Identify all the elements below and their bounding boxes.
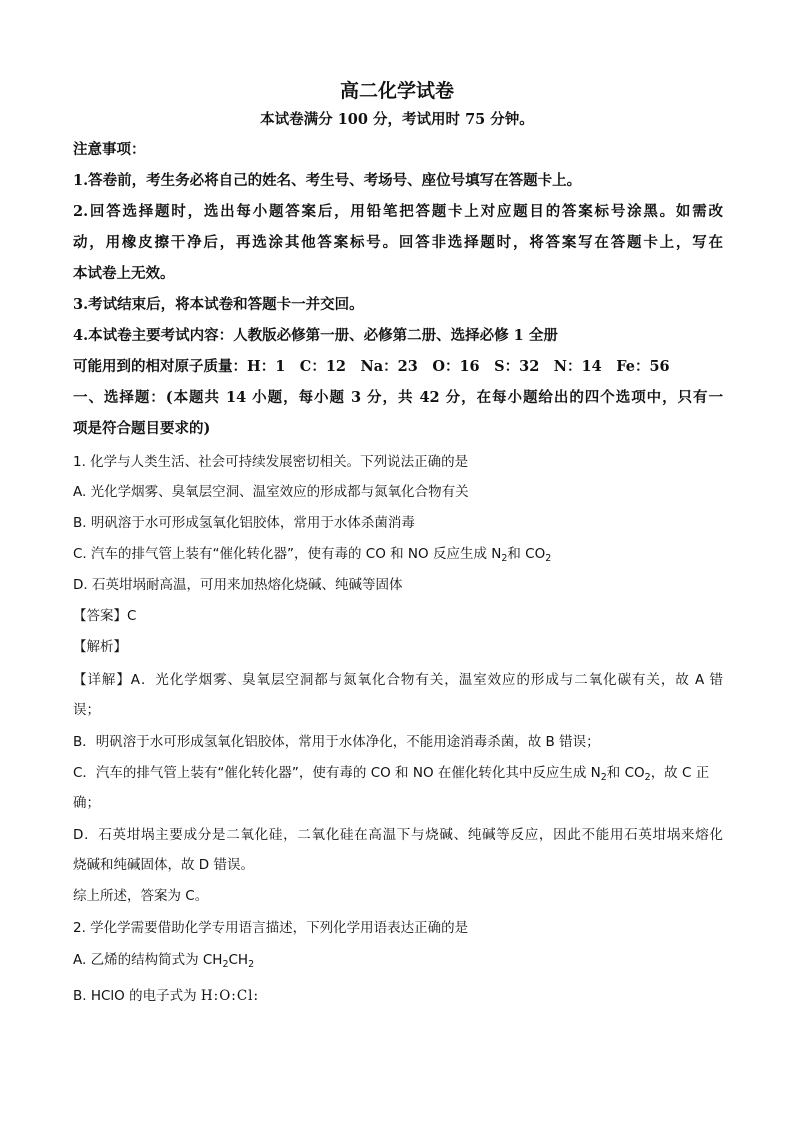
question-2-stem: 2. 学化学需要借助化学专用语言描述，下列化学用语表达正确的是 xyxy=(73,920,469,936)
page-subtitle: 本试卷满分 100 分，考试用时 75 分钟。 xyxy=(260,111,534,128)
option-c-text: C. 汽车的排气管上装有“催化转化器”，使有毒的 CO 和 NO 反应生成 N xyxy=(73,546,502,562)
option-c-text-mid: 和 CO xyxy=(507,546,546,562)
subscript: 2 xyxy=(644,772,651,783)
question-2-option-a xyxy=(73,950,723,975)
detail-c-text: C．汽车的排气管上装有“催化转化器”，使有毒的 CO 和 NO 在催化转化其中反应生成 N xyxy=(73,765,601,781)
notice-item-2-line-1: 2.回答选择题时，选出每小题答案后，用铅笔把答题卡上对应题目的答案标号涂黑。如需改 xyxy=(73,203,723,220)
notice-item-2-line-2: 动，用橡皮擦干净后，再选涂其他答案标号。回答非选择题时，将答案写在答题卡上，写在 xyxy=(73,234,723,251)
section-heading-line-1: 一、选择题：(本题共 14 小题，每小题 3 分，共 42 分，在每小题给出的四个选项中，只有一 xyxy=(73,389,723,406)
atomic-masses: 可能用到的相对原子质量：H：1 C：12 Na：23 O：16 S：32 N：14 Fe：56 xyxy=(73,358,670,375)
notice-item-4: 4.本试卷主要考试内容：人教版必修第一册、必修第二册、选择必修 1 全册 xyxy=(73,327,558,344)
electron-formula: H:O:Cl: xyxy=(200,988,260,1004)
detail-c-line-1 xyxy=(73,763,723,788)
detail-label: 【详解】 xyxy=(73,672,131,688)
detail-c-text-post: ，故 C 正 xyxy=(650,765,710,781)
notice-heading: 注意事项： xyxy=(73,141,146,158)
subscript: 2 xyxy=(545,553,552,564)
option-a-text-mid: CH xyxy=(228,952,249,968)
answer-line xyxy=(73,606,723,626)
summary: 综上所述，答案为 C。 xyxy=(73,888,209,904)
detail-c-text-mid: 和 CO xyxy=(606,765,645,781)
answer-value: C xyxy=(127,608,137,624)
analysis-label: 【解析】 xyxy=(73,639,127,655)
question-1-option-a: A. 光化学烟雾、臭氧层空洞、温室效应的形成都与氮氧化合物有关 xyxy=(73,484,469,500)
detail-d-line-2: 烧碱和纯碱固体，故 D 错误。 xyxy=(73,857,254,873)
question-1-option-d: D. 石英坩埚耐高温，可用来加热熔化烧碱、纯碱等固体 xyxy=(73,577,403,593)
question-1-option-b: B. 明矾溶于水可形成氢氧化铝胶体，常用于水体杀菌消毒 xyxy=(73,515,415,531)
option-b-text: B. HClO 的电子式为 xyxy=(73,988,201,1004)
notice-item-3: 3.考试结束后，将本试卷和答题卡一并交回。 xyxy=(73,296,364,313)
notice-item-2-line-3: 本试卷上无效。 xyxy=(73,265,175,282)
notice-item-1: 1.答卷前，考生务必将自己的姓名、考生号、考场号、座位号填写在答题卡上。 xyxy=(73,172,582,189)
detail-b: B．明矾溶于水可形成氢氧化铝胶体，常用于水体净化，不能用途消毒杀菌，故 B 错误； xyxy=(73,734,600,750)
page-title: 高二化学试卷 xyxy=(339,80,454,102)
question-1-stem: 1. 化学与人类生活、社会可持续发展密切相关。下列说法正确的是 xyxy=(73,454,469,470)
question-2-option-b xyxy=(73,986,723,1006)
answer-label: 【答案】 xyxy=(73,608,127,624)
option-a-text: A. 乙烯的结构简式为 CH xyxy=(73,952,223,968)
detail-d-line-1: D．石英坩埚主要成分是二氧化硅，二氧化硅在高温下与烧碱、纯碱等反应，因此不能用石英坩埚来熔化 xyxy=(73,827,723,843)
detail-a-line-1 xyxy=(73,670,723,690)
detail-c-line-2: 确； xyxy=(73,795,100,811)
subscript: 2 xyxy=(501,553,508,564)
subscript: 2 xyxy=(600,772,607,783)
subscript: 2 xyxy=(222,959,229,970)
detail-a-text: A．光化学烟雾、臭氧层空洞都与氮氧化合物有关，温室效应的形成与二氧化碳有关，故 A 错 xyxy=(130,672,723,688)
question-1-option-c xyxy=(73,544,723,569)
section-heading-line-2: 项是符合题目要求的) xyxy=(73,420,211,437)
detail-a-line-2: 误； xyxy=(73,702,100,718)
subscript: 2 xyxy=(248,959,255,970)
